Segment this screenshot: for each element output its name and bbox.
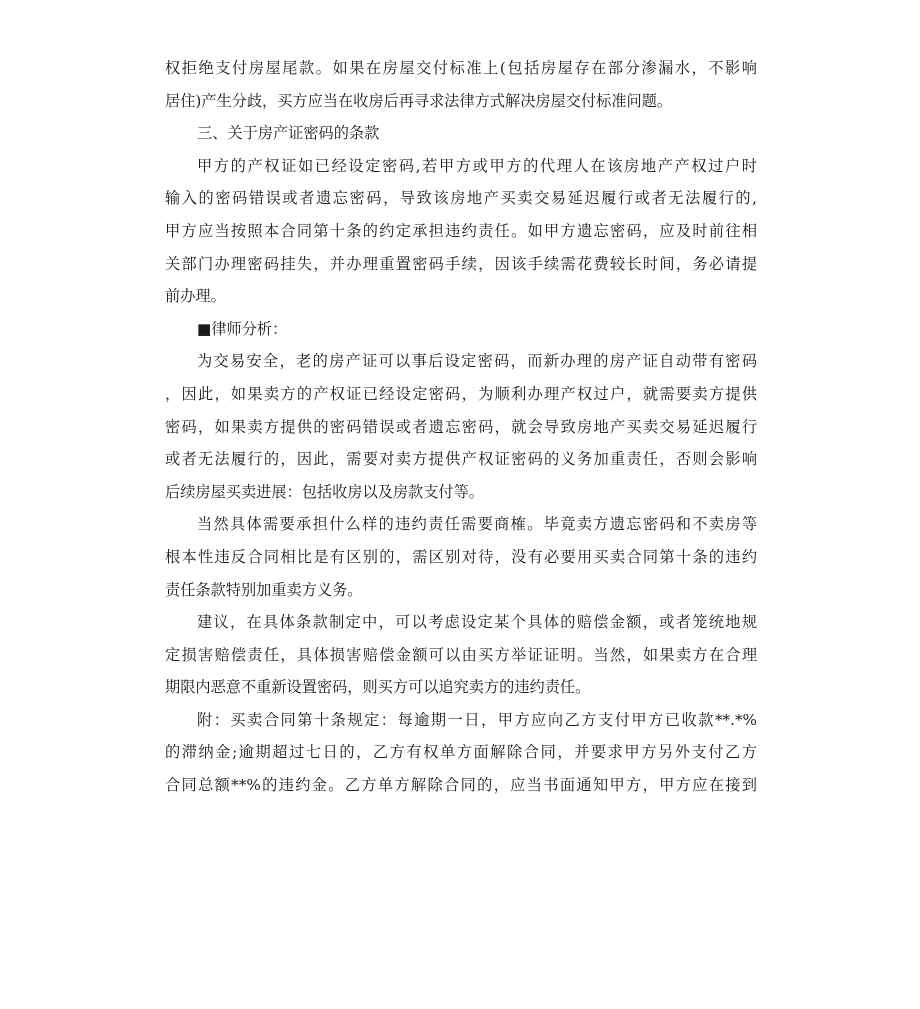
text-line: ■律师分析： xyxy=(197,319,288,338)
paragraph-analysis-1 xyxy=(165,345,757,508)
text-line: 建议，在具体条款制定中，可以考虑设定某个具体的赔偿金额，或者笼统地规 xyxy=(197,613,757,632)
text-line: 定损害赔偿责任，具体损害赔偿金额可以由买方举证证明。当然，如果卖方在合理 xyxy=(165,645,757,664)
paragraph-analysis-2 xyxy=(165,508,757,606)
text-line: 后续房屋买卖进展：包括收房以及房款支付等。 xyxy=(165,482,484,501)
text-line: 责任条款特别加重卖方义务。 xyxy=(165,580,363,599)
paragraph-password-clause xyxy=(165,150,757,313)
paragraph-suggestion xyxy=(165,606,757,704)
lawyer-analysis-heading xyxy=(165,313,757,346)
paragraph-appendix-article-10 xyxy=(165,704,757,802)
text-line: 甲方的产权证如已经设定密码,若甲方或甲方的代理人在该房地产产权过户时 xyxy=(197,156,757,175)
text-line: ，因此，如果卖方的产权证已经设定密码，为顺利办理产权过户，就需要卖方提供 xyxy=(165,384,757,403)
text-line: 为交易安全，老的房产证可以事后设定密码，而新办理的房产证自动带有密码 xyxy=(197,352,757,371)
text-line: 的滞纳金;逾期超过七日的，乙方有权单方面解除合同，并要求甲方另外支付乙方 xyxy=(165,743,757,762)
text-line: 期限内恶意不重新设置密码，则买方可以追究卖方的违约责任。 xyxy=(165,678,591,697)
text-line: 甲方应当按照本合同第十条的约定承担违约责任。如甲方遗忘密码，应及时前往相 xyxy=(165,221,757,240)
text-line: 或者无法履行的，因此，需要对卖方提供产权证密码的义务加重责任，否则会影响 xyxy=(165,450,757,469)
text-line: 附：买卖合同第十条规定：每逾期一日，甲方应向乙方支付甲方已收款**.*% xyxy=(197,710,757,729)
text-line: 密码，如果卖方提供的密码错误或者遗忘密码，就会导致房地产买卖交易延迟履行 xyxy=(165,417,757,436)
text-line: 合同总额**%的违约金。乙方单方解除合同的，应当书面通知甲方，甲方应在接到 xyxy=(165,776,757,795)
text-line: 输入的密码错误或者遗忘密码，导致该房地产买卖交易延迟履行或者无法履行的, xyxy=(165,189,757,208)
text-line: 当然具体需要承担什么样的违约责任需要商榷。毕竟卖方遗忘密码和不卖房等 xyxy=(197,515,757,534)
text-line: 权拒绝支付房屋尾款。如果在房屋交付标准上(包括房屋存在部分渗漏水，不影响 xyxy=(165,59,757,77)
section-heading-password-clause xyxy=(165,117,757,150)
paragraph-house-delivery-continued xyxy=(165,52,757,117)
document-page xyxy=(165,52,757,802)
text-line: 居住)产生分歧，买方应当在收房后再寻求法律方式解决房屋交付标准问题。 xyxy=(165,91,673,110)
text-line: 三、关于房产证密码的条款 xyxy=(197,124,380,143)
text-line: 前办理。 xyxy=(165,287,226,306)
text-line: 根本性违反合同相比是有区别的，需区别对待，没有必要用买卖合同第十条的违约 xyxy=(165,547,757,566)
text-line: 关部门办理密码挂失，并办理重置密码手续，因该手续需花费较长时间，务必请提 xyxy=(165,254,757,273)
